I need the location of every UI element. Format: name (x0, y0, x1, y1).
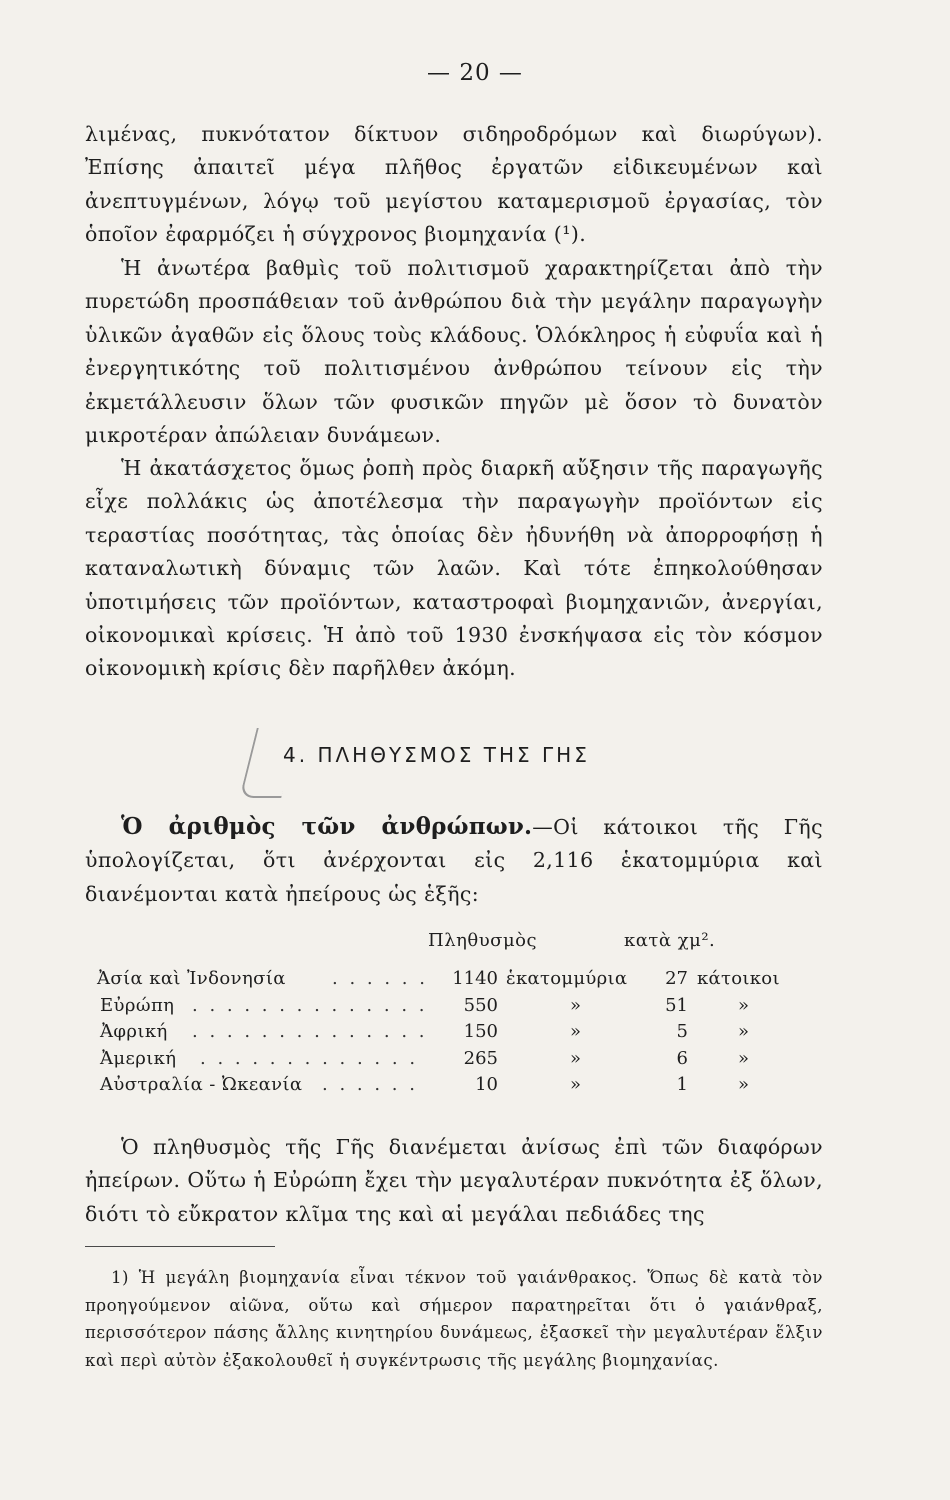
table-row (100, 995, 820, 1022)
subsection-title: Ὁ ἀριθμὸς τῶν ἀνθρώπων. (121, 813, 533, 840)
population-value: 1140 (452, 968, 498, 989)
leader-dots: . . . . . . . . . . . . . . (192, 1021, 428, 1042)
section-heading: 4. ΠΛΗΘΥΣΜΟΣ ΤΗΣ ΓΗΣ (283, 743, 590, 767)
table-row (100, 1021, 820, 1048)
population-unit: » (570, 1021, 582, 1042)
footnote: 1) Ἡ μεγάλη βιομηχανία εἶναι τέκνον τοῦ γαιάνθρακος. Ὅπως δὲ κατὰ τὸν προηγούμενον αἰῶνα, οὕτω καὶ σήμερον παρατηρεῖται ὅτι ὁ γαιάνθραξ, περισσότερον πάσης ἄλλης κινητηρίου δυνάμεως, ἐξασκεῖ τὴν μεγαλυτέραν ἕλξιν καὶ περὶ αὐτὸν ἐξακολουθεῖ ἡ συγκέντρωσις τῆς μεγάλης βιομηχανίας. (85, 1268, 823, 1371)
paragraph-5-text: Ὁ πληθυσμὸς τῆς Γῆς διανέμεται ἀνίσως ἐπὶ τῶν διαφόρων ἠπείρων. Οὕτω ἡ Εὐρώπη ἔχει τὴν μεγαλυτέραν πυκνότητα ἐξ ὅλων, διότι τὸ εὔκρατον κλῖμα της καὶ αἱ μεγάλαι πεδιάδες της (85, 1135, 823, 1226)
population-unit: » (570, 1074, 582, 1095)
region-name: Ἀμερική (100, 1047, 177, 1069)
population-table (97, 930, 820, 1101)
column-header-population: Πληθυσμὸς (428, 930, 538, 951)
population-unit: » (570, 1047, 582, 1069)
density-unit: » (738, 994, 750, 1016)
paragraph-4-body: —Οἱ κάτοικοι τῆς Γῆς ὑπολογίζεται, ὅτι ἀνέρχονται εἰς 2,116 ἑκατομμύρια καὶ διανέμονται κατὰ ἠπείρους ὡς ἑξῆς: (85, 815, 823, 906)
leader-dots: . . . . . . (332, 968, 428, 989)
paragraph-2 (85, 252, 823, 452)
population-value: 150 (463, 1021, 498, 1042)
leader-dots: . . . . . . (322, 1074, 418, 1095)
density-value: 5 (676, 1021, 688, 1042)
paragraph-5 (85, 1131, 823, 1231)
population-value: 265 (463, 1047, 498, 1069)
region-name: Ἀσία καὶ Ἰνδονησία (97, 968, 286, 989)
paragraph-1-text: λιμένας, πυκνότατον δίκτυον σιδηροδρόμων καὶ διωρύγων). Ἐπίσης ἀπαιτεῖ μέγα πλῆθος ἐργατῶν εἰδικευμένων καὶ ἀνεπτυγμένων, λόγῳ τοῦ μεγίστου καταμερισμοῦ ἐργασίας, τὸν ὁποῖον ἐφαρμόζει ἡ σύγχρονος βιομηχανία (¹). (85, 122, 823, 247)
density-value: 51 (665, 994, 688, 1016)
footnote-divider (85, 1246, 275, 1247)
paragraph-1 (85, 118, 823, 252)
table-header (100, 930, 820, 968)
density-value: 1 (676, 1074, 688, 1095)
leader-dots: . . . . . . . . . . . . . (200, 1047, 419, 1069)
region-name: Εὐρώπη (100, 994, 175, 1016)
table-row (100, 1074, 820, 1101)
density-unit: » (738, 1021, 750, 1042)
population-unit: ἑκατομμύρια (506, 968, 628, 989)
paragraph-3-text: Ἡ ἀκατάσχετος ὅμως ῥοπὴ πρὸς διαρκῆ αὔξησιν τῆς παραγωγῆς εἶχε πολλάκις ὡς ἀποτέλεσμα τὴν παραγωγὴν προϊόντων εἰς τεραστίας ποσότητας, τὰς ὁποίας δὲν ἠδυνήθη νὰ ἀπορροφήσῃ ἡ καταναλωτικὴ δύναμις τῶν λαῶν. Καὶ τότε ἐπηκολούθησαν ὑποτιμήσεις τῶν προϊόντων, καταστροφαὶ βιομηχανιῶν, ἀνεργίαι, οἰκονομικαὶ κρίσεις. Ἡ ἀπὸ τοῦ 1930 ἐνσκήψασα εἰς τὸν κόσμον οἰκονομικὴ κρίσις δὲν παρῆλθεν ἀκόμη. (85, 456, 823, 681)
density-unit: κάτοικοι (697, 968, 780, 989)
region-name: Ἀφρική (100, 1021, 168, 1042)
paragraph-3 (85, 452, 823, 686)
population-value: 550 (463, 994, 498, 1016)
leader-dots: . . . . . . . . . . . . . . (192, 994, 428, 1016)
paragraph-2-text: Ἡ ἀνωτέρα βαθμὶς τοῦ πολιτισμοῦ χαρακτηρίζεται ἀπὸ τὴν πυρετώδη προσπάθειαν τοῦ ἀνθρώπου διὰ τὴν μεγάλην παραγωγὴν ὑλικῶν ἀγαθῶν εἰς ὅλους τοὺς κλάδους. Ὁλόκληρος ἡ εὐφυΐα καὶ ἡ ἐνεργητικότης τοῦ πολιτισμένου ἀνθρώπου τείνουν εἰς τὴν ἐκμετάλλευσιν ὅλων τῶν φυσικῶν πηγῶν μὲ ὅσον τὸ δυνατὸν μικροτέραν ἀπώλειαν δυνάμεων. (85, 256, 823, 448)
paragraph-4-text (85, 810, 823, 911)
page-number: — 20 — (427, 60, 523, 86)
population-value: 10 (475, 1074, 498, 1095)
density-unit: » (738, 1074, 750, 1095)
population-unit: » (570, 994, 582, 1016)
density-value: 6 (676, 1047, 688, 1069)
table-row (100, 1048, 820, 1075)
table-row (97, 968, 820, 995)
density-value: 27 (665, 968, 688, 989)
density-unit: » (738, 1047, 750, 1069)
region-name: Αὐστραλία - Ὠκεανία (100, 1074, 303, 1095)
column-header-density: κατὰ χμ². (624, 930, 716, 951)
paragraph-4 (85, 810, 823, 911)
